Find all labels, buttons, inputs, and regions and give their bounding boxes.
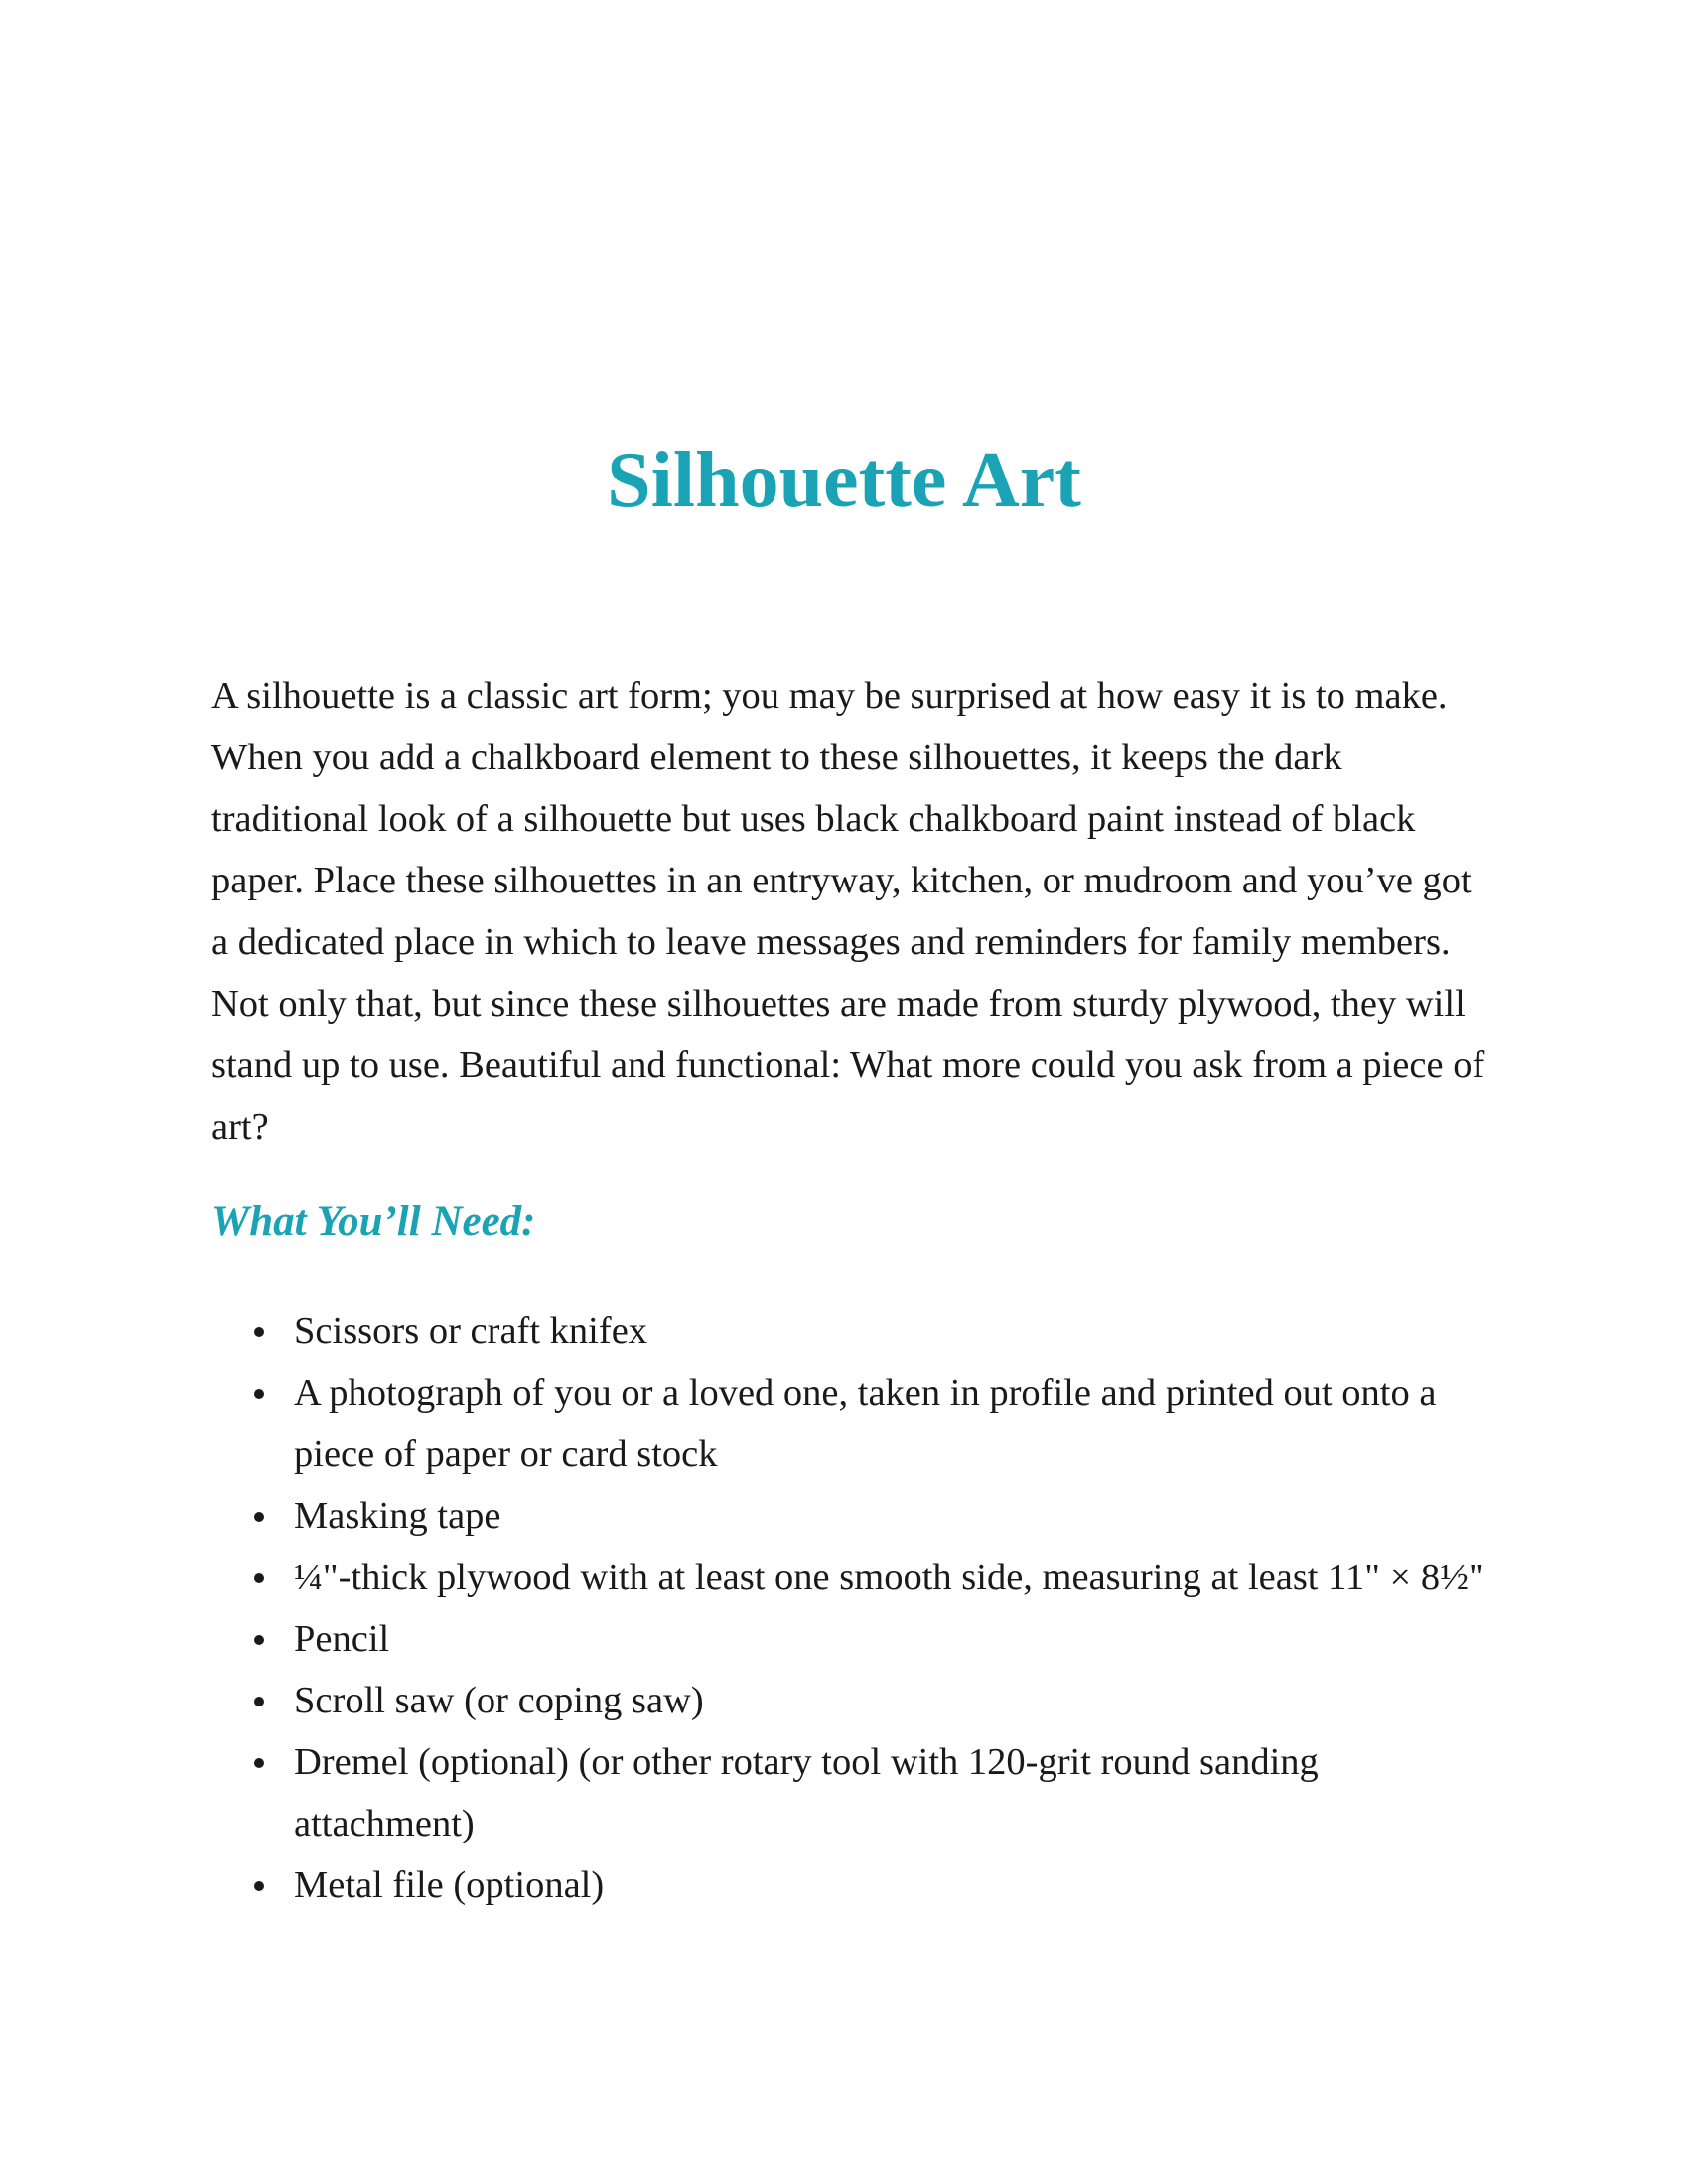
list-item	[211, 1485, 1492, 1547]
supplies-list	[211, 1300, 1492, 1916]
list-item	[211, 1362, 1492, 1485]
list-item-text: ¼"-thick plywood with at least one smooth side, measuring at least 11" × 8½"	[294, 1557, 1484, 1598]
page-title: Silhouette Art	[607, 437, 1081, 524]
list-item-text: Dremel (optional) (or other rotary tool with 120-grit round sanding attachment)	[294, 1741, 1319, 1844]
list-item-text: Scissors or craft knifex	[294, 1310, 648, 1352]
list-item	[211, 1854, 1492, 1916]
bullet-icon	[254, 1881, 264, 1891]
list-item-text: Scroll saw (or coping saw)	[294, 1680, 704, 1721]
bullet-icon	[254, 1327, 264, 1337]
list-item	[211, 1300, 1492, 1362]
bullet-icon	[254, 1512, 264, 1522]
intro-paragraph: A silhouette is a classic art form; you may be surprised at how easy it is to make. When you add a chalkboard element to these silhouettes, it keeps the dark traditional look of a silhouette but uses black chalkboard paint instead of black paper. Place these silhouettes in an entryway, kitchen, or mudroom and you’ve got a dedicated place in which to leave messages and reminders for family members. Not only that, but since these silhouettes are made from sturdy plywood, they will stand up to use. Beautiful and functional: What more could you ask from a piece of art?	[211, 675, 1485, 1148]
list-item-text: Metal file (optional)	[294, 1864, 605, 1906]
bullet-icon	[254, 1758, 264, 1768]
list-item	[211, 1731, 1492, 1854]
bullet-icon	[254, 1389, 264, 1399]
list-item	[211, 1608, 1492, 1670]
list-item-text: Masking tape	[294, 1495, 501, 1537]
bullet-icon	[254, 1697, 264, 1706]
list-item	[211, 1547, 1492, 1608]
bullet-icon	[254, 1573, 264, 1583]
list-item-text: Pencil	[294, 1618, 390, 1660]
section-heading: What You’ll Need:	[211, 1198, 536, 1245]
list-item	[211, 1670, 1492, 1731]
list-item-text: A photograph of you or a loved one, taken in profile and printed out onto a piece of paper or card stock	[294, 1372, 1437, 1475]
bullet-icon	[254, 1635, 264, 1645]
